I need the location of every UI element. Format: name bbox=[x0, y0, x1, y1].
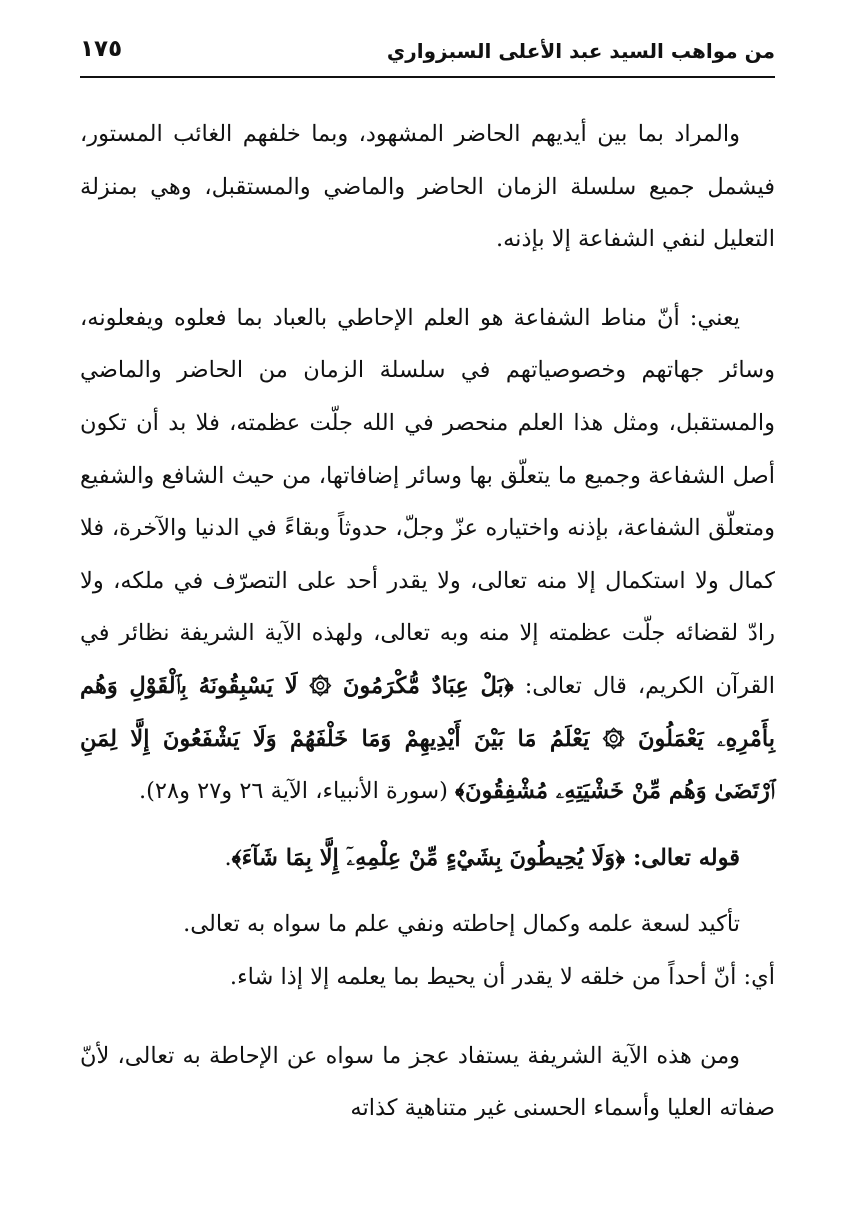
verse-heading-quran: ﴿وَلَا يُحِيطُونَ بِشَيْءٍ مِّنْ عِلْمِهِۦٓ إِلَّا بِمَا شَآءَ﴾ bbox=[231, 844, 626, 871]
spacer bbox=[80, 1004, 775, 1030]
paragraph-2 bbox=[80, 292, 775, 818]
running-title: من مواهب السيد عبد الأعلى السبزواري bbox=[386, 39, 775, 63]
paragraph-3: تأكيد لسعة علمه وكمال إحاطته ونفي علم ما سواه به تعالى. bbox=[183, 911, 740, 938]
spacer bbox=[80, 818, 775, 832]
paragraph-2-text: يعني: أنّ مناط الشفاعة هو العلم الإحاطي بالعباد بما فعلوه ويفعلونه، وسائر جهاتهم وخصوصياتهم في سلسلة الزمان من الحاضر والماضي والمستقبل، ومثل هذا العلم منحصر في الله جلّت عظمته، فلا بد أن تكون أصل الشفاعة وجميع ما يتعلّق بها وسائر إضافاتها، من حيث الشافع والشفيع ومتعلّق الشفاعة، بإذنه واختياره عزّ وجلّ، حدوثاً وبقاءً في الدنيا والآخرة، فلا كمال ولا استكمال إلا منه تعالى، ولا يقدر أحد على التصرّف في ملكه، ولا رادّ لقضائه جلّت عظمته إلا منه وبه تعالى، ولهذه الآية الشريفة نظائر في القرآن الكريم، قال تعالى: bbox=[80, 304, 775, 699]
verse-heading-label: قوله تعالى: bbox=[625, 844, 740, 871]
paragraph-4: أي: أنّ أحداً من خلقه لا يقدر أن يحيط بما يعلمه إلا إذا شاء. bbox=[229, 963, 775, 990]
page-number: ١٧٥ bbox=[80, 36, 123, 62]
paragraph-1: والمراد بما بين أيديهم الحاضر المشهود، وبما خلفهم الغائب المستور، فيشمل جميع سلسلة الزمان الحاضر والماضي والمستقبل، وهي بمنزلة التعليل لنفي الشفاعة إلا بإذنه. bbox=[80, 121, 775, 253]
spacer bbox=[80, 266, 775, 292]
verse-heading bbox=[80, 832, 775, 885]
paragraph-5: ومن هذه الآية الشريفة يستفاد عجز ما سواه عن الإحاطة به تعالى، لأنّ صفاته العليا وأسماء الحسنى غير متناهية كذاته bbox=[80, 1042, 775, 1122]
verse-heading-end: . bbox=[224, 844, 232, 871]
header-rule bbox=[80, 76, 775, 78]
main-text bbox=[80, 108, 775, 1135]
spacer bbox=[80, 884, 775, 898]
running-header bbox=[80, 30, 775, 80]
quran-verse: ﴿بَلْ عِبَادٌ مُّكْرَمُونَ ۞ لَا يَسْبِقُونَهُ بِٱلْقَوْلِ وَهُم بِأَمْرِهِۦ يَعْمَلُونَ ۞ يَعْلَمُ مَا بَيْنَ أَيْدِيهِمْ وَمَا خَلْفَهُمْ وَلَا يَشْفَعُونَ إِلَّا لِمَنِ ٱرْتَضَىٰ وَهُم مِّنْ خَشْيَتِهِۦ مُشْفِقُونَ﴾ bbox=[80, 672, 775, 805]
verse-reference: (سورة الأنبياء، الآية ٢٦ و٢٧ و٢٨). bbox=[138, 778, 456, 805]
